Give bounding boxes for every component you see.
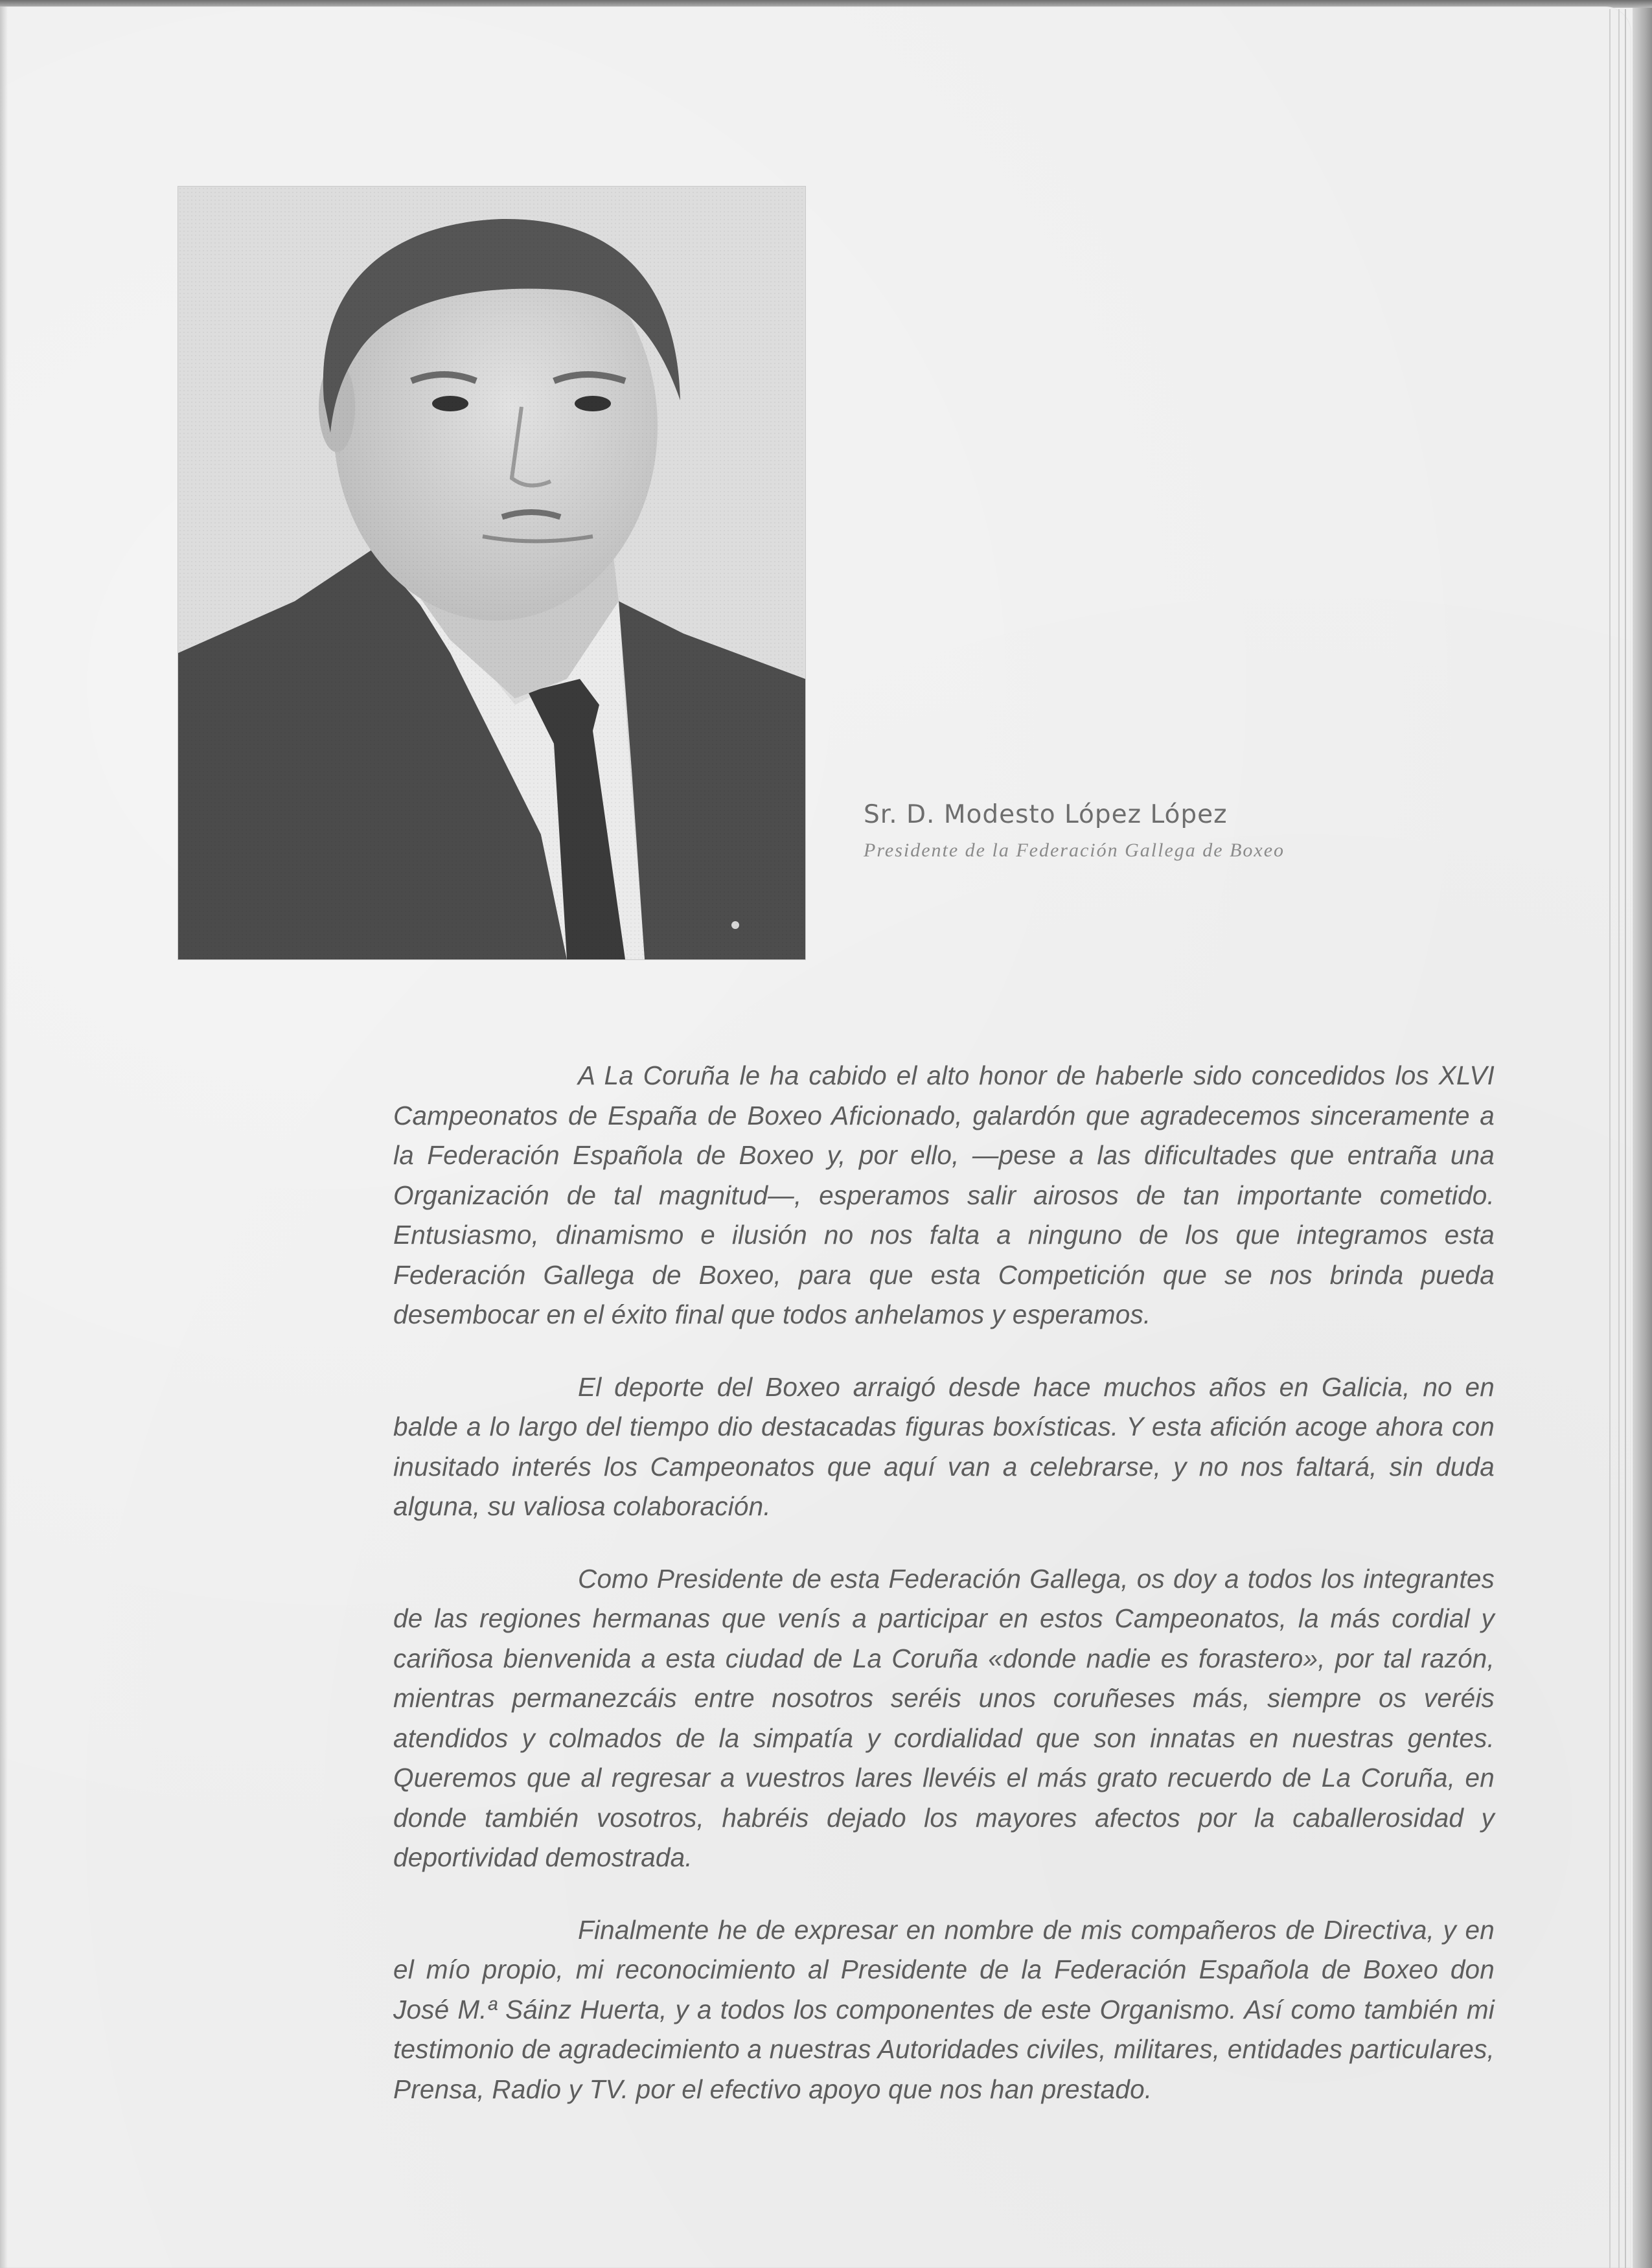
paragraph-welcome-honor: A La Coruña le ha cabido el alto honor de haberle sido concedidos los XLVI Campeonatos de España de Boxeo Aficionado, galardón que agradecemos sinceramente a la Federación Española de Boxeo y, por ello, —pese a las dificultades que entraña una Organización de tal magnitud—, esperamos salir airosos de tan importante cometido. Entusiasmo, dinamismo e ilusión no nos falta a ninguno de los que integramos esta Federación Gallega de Boxeo, para que esta Competición que se nos brinda pueda desembocar en el éxito final que todos anhelamos y esperamos. — [393, 1060, 1495, 1329]
scanner-right-edge — [1633, 8, 1652, 2268]
portrait-photo — [178, 187, 805, 959]
portrait-image — [178, 187, 805, 959]
underlying-page-edge — [1618, 9, 1620, 2268]
article-body — [393, 1056, 1495, 2109]
caption-title: Presidente de la Federación Gallega de Boxeo — [864, 839, 1285, 861]
paper-left-shadow — [0, 6, 8, 2268]
underlying-page-edge — [1609, 9, 1611, 2268]
halftone-overlay — [178, 187, 805, 959]
paragraph-greeting-regions: Como Presidente de esta Federación Gallega, os doy a todos los integrantes de las regiones hermanas que venís a participar en estos Campeonatos, la más cordial y cariñosa bienvenida a esta ciudad de La Coruña «donde nadie es forastero», por tal razón, mientras permanezcáis entre nosotros seréis unos coruñeses más, siempre os veréis atendidos y colmados de la simpatía y cordialidad que son innatas en nuestras gentes. Queremos que al regresar a vuestros lares llevéis el más grato recuerdo de La Coruña, en donde también vosotros, habréis dejado los mayores afectos por la caballerosidad y deportividad demostrada. — [393, 1563, 1495, 1872]
underlying-page-edge — [1625, 9, 1626, 2268]
paragraph-boxing-in-galicia: El deporte del Boxeo arraigó desde hace muchos años en Galicia, no en balde a lo largo del tiempo dio destacadas figuras boxísticas. Y esta afición acoge ahora con inusitado interés los Campeonatos que aquí van a celebrarse, y no nos faltará, sin duda alguna, su valiosa colaboración. — [393, 1371, 1495, 1521]
paragraph-acknowledgements: Finalmente he de expresar en nombre de mis compañeros de Directiva, y en el mío propio, mi reconocimiento al Presidente de la Federación Española de Boxeo don José M.ª Sáinz Huerta, y a todos los componentes de este Organismo. Así como también mi testimonio de agradecimiento a nuestras Autoridades civiles, militares, entidades particulares, Prensa, Radio y TV. por el efectivo apoyo que nos han prestado. — [393, 1914, 1495, 2104]
photo-caption — [864, 800, 1382, 862]
caption-name: Sr. D. Modesto López López — [864, 800, 1228, 829]
